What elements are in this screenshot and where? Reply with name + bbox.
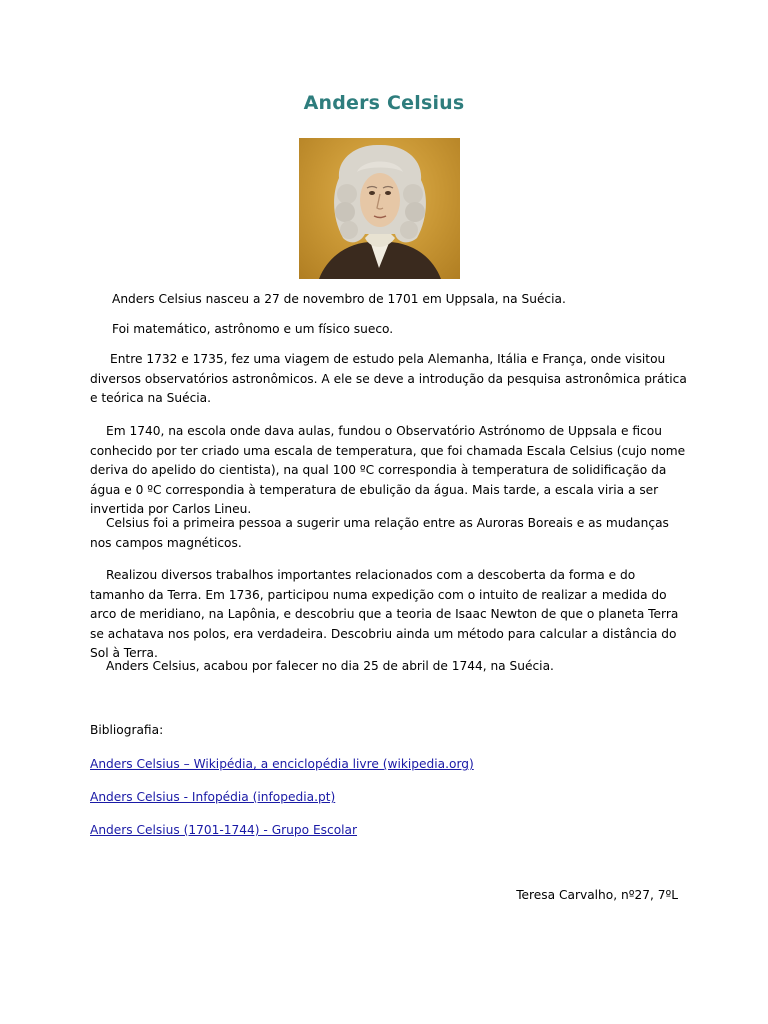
bibliography-label: Bibliografia:: [90, 723, 164, 737]
paragraph-earth-shape: Realizou diversos trabalhos importantes relacionados com a descoberta da forma e do tamanho da Terra. Em 1736, participou numa expedição com o intuito de realizar a medida do arco de meridiano, na Lapônia, e descobriu que a teoria de Isaac Newton de que o planeta Terra se achatava nos polos, era verdadeira. Descobriu ainda um método para calcular a distância do Sol à Terra.: [90, 568, 679, 661]
paragraph-birth: Anders Celsius nasceu a 27 de novembro de 1701 em Uppsala, na Suécia.: [112, 292, 566, 306]
paragraph-observatory: Em 1740, na escola onde dava aulas, fundou o Observatório Astrónomo de Uppsala e ficou conhecido por ter criado uma escala de temperatura, que foi chamada Escala Celsius (cujo nome deriva do apelido do cientista), na qual 100 ºC correspondia à temperatura de solidificação da água e 0 ºC correspondia à temperatura de ebulição da água. Mais tarde, a escala viria a ser invertida por Carlos Lineu.: [90, 424, 686, 517]
author-signature: Teresa Carvalho, nº27, 7ºL: [516, 888, 678, 902]
bibliography-link-wikipedia[interactable]: Anders Celsius – Wikipédia, a enciclopédia livre (wikipedia.org): [90, 757, 474, 771]
bibliography-link-grupo-escolar[interactable]: Anders Celsius (1701-1744) - Grupo Escolar: [90, 823, 358, 837]
paragraph-death: Anders Celsius, acabou por falecer no dia 25 de abril de 1744, na Suécia.: [106, 659, 554, 673]
paragraph-profession: Foi matemático, astrônomo e um físico sueco.: [112, 322, 394, 336]
portrait-image: [299, 138, 460, 279]
anders-celsius-portrait: [299, 138, 460, 279]
document-title: Anders Celsius: [303, 92, 465, 114]
bibliography-link-infopedia[interactable]: Anders Celsius - Infopédia (infopedia.pt): [90, 790, 336, 804]
paragraph-travel: Entre 1732 e 1735, fez uma viagem de estudo pela Alemanha, Itália e França, onde visitou diversos observatórios astronômicos. A ele se deve a introdução da pesquisa astronômica prática e teórica na Suécia.: [90, 352, 687, 406]
paragraph-auroras: Celsius foi a primeira pessoa a sugerir uma relação entre as Auroras Boreais e as mudanças nos campos magnéticos.: [90, 516, 669, 550]
